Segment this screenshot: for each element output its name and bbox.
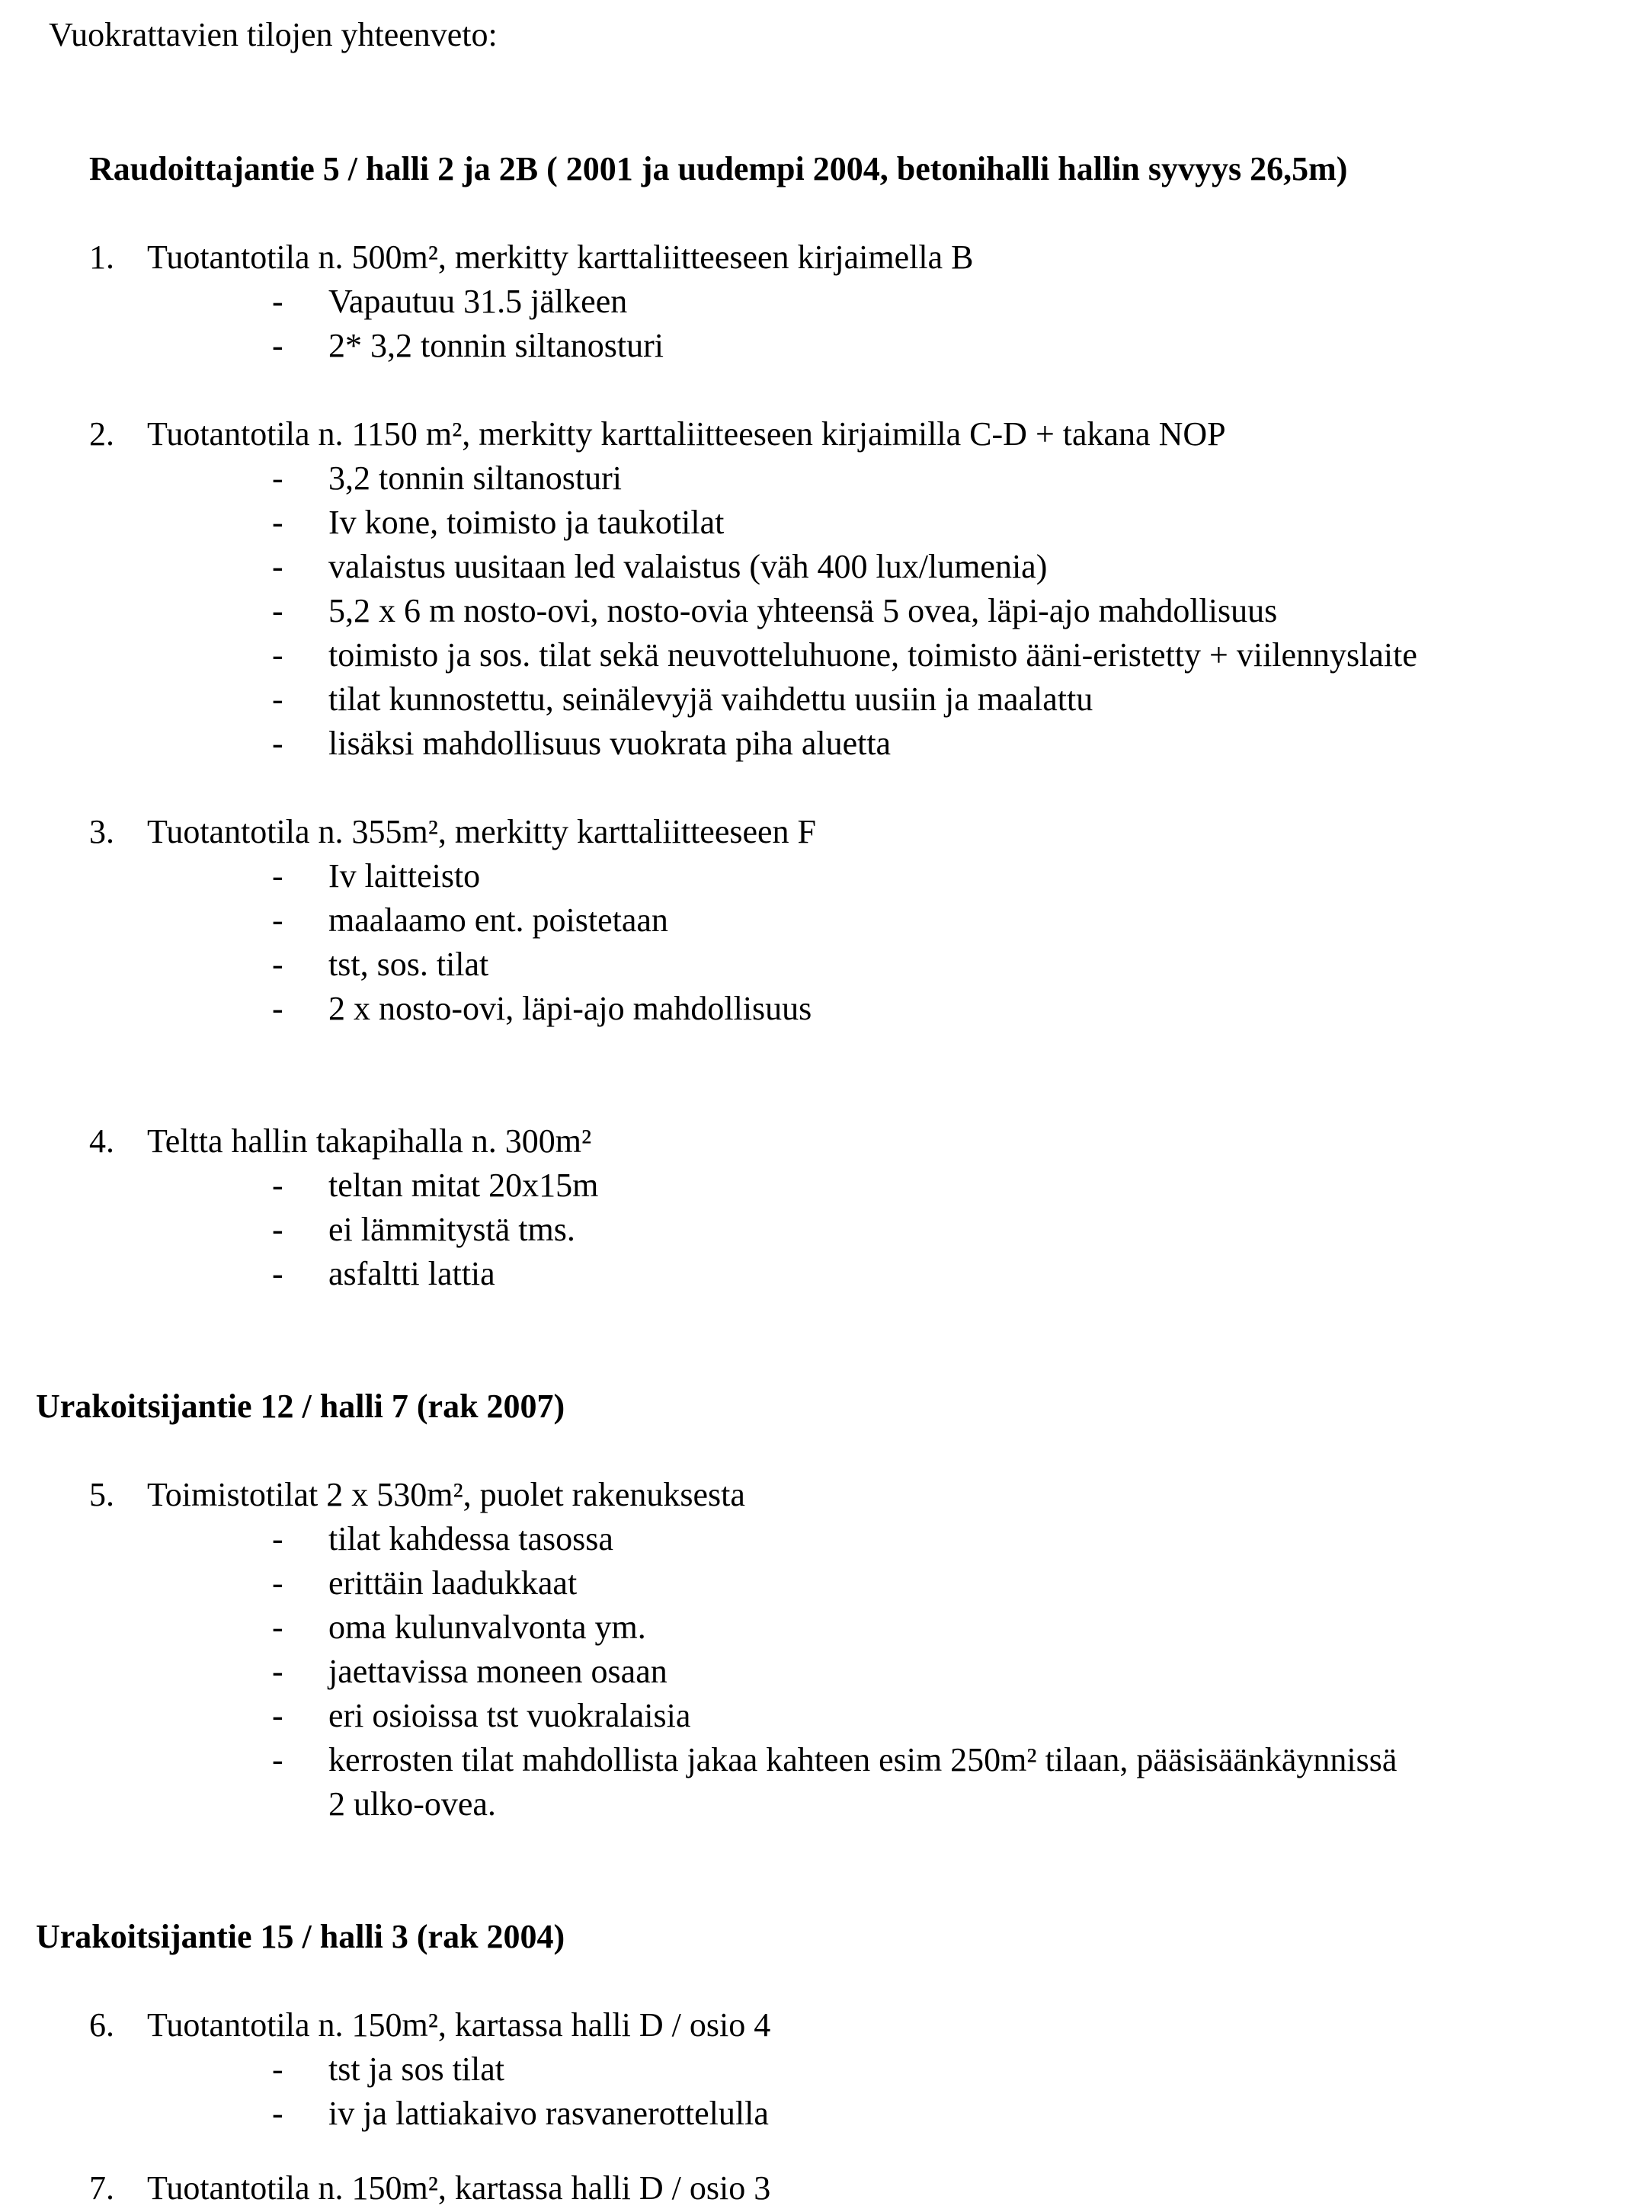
- bullet-text: Iv laitteisto: [328, 857, 481, 895]
- bullet-dash: -: [272, 901, 283, 939]
- bullet-dash: -: [272, 680, 283, 718]
- bullet-dash: -: [272, 1741, 283, 1778]
- bullet-text: maalaamo ent. poistetaan: [328, 901, 668, 939]
- bullet-text: valaistus uusitaan led valaistus (väh 400 lux/lumenia): [328, 548, 1048, 585]
- section-heading: Urakoitsijantie 15 / halli 3 (rak 2004): [36, 1918, 565, 1955]
- bullet-text: tst, sos. tilat: [328, 946, 489, 983]
- bullet-continuation-text: 2 ulko-ovea.: [328, 1785, 496, 1823]
- item-number: 1.: [89, 238, 114, 276]
- bullet-text: toimisto ja sos. tilat sekä neuvotteluhuone, toimisto ääni-eristetty + viilennyslaite: [328, 636, 1417, 674]
- bullet-dash: -: [272, 2095, 283, 2132]
- item-number: 2.: [89, 415, 114, 453]
- bullet-dash: -: [272, 1609, 283, 1646]
- item-text: Tuotantotila n. 150m², kartassa halli D / osio 4: [147, 2006, 771, 2044]
- item-text: Tuotantotila n. 150m², kartassa halli D / osio 3: [147, 2169, 771, 2207]
- bullet-text: oma kulunvalvonta ym.: [328, 1609, 646, 1646]
- bullet-text: Vapautuu 31.5 jälkeen: [328, 283, 628, 320]
- bullet-dash: -: [272, 1520, 283, 1557]
- bullet-dash: -: [272, 990, 283, 1027]
- bullet-text: jaettavissa moneen osaan: [328, 1653, 668, 1690]
- bullet-dash: -: [272, 2050, 283, 2088]
- document-title: Vuokrattavien tilojen yhteenveto:: [49, 16, 498, 53]
- bullet-dash: -: [272, 1211, 283, 1248]
- bullet-dash: -: [272, 592, 283, 629]
- item-number: 5.: [89, 1476, 114, 1513]
- bullet-text: 2* 3,2 tonnin siltanosturi: [328, 327, 664, 364]
- bullet-text: asfaltti lattia: [328, 1255, 495, 1292]
- bullet-dash: -: [272, 1564, 283, 1602]
- bullet-text: teltan mitat 20x15m: [328, 1167, 599, 1204]
- bullet-text: lisäksi mahdollisuus vuokrata piha aluetta: [328, 725, 892, 762]
- bullet-text: ei lämmitystä tms.: [328, 1211, 575, 1248]
- bullet-text: tilat kahdessa tasossa: [328, 1520, 613, 1557]
- bullet-text: kerrosten tilat mahdollista jakaa kahteen esim 250m² tilaan, pääsisäänkäynnissä: [328, 1741, 1397, 1778]
- bullet-text: erittäin laadukkaat: [328, 1564, 578, 1602]
- item-number: 6.: [89, 2006, 114, 2044]
- bullet-text: tst ja sos tilat: [328, 2050, 504, 2088]
- bullet-dash: -: [272, 327, 283, 364]
- bullet-dash: -: [272, 636, 283, 674]
- bullet-dash: -: [272, 504, 283, 541]
- bullet-dash: -: [272, 548, 283, 585]
- bullet-dash: -: [272, 857, 283, 895]
- bullet-dash: -: [272, 1167, 283, 1204]
- item-number: 7.: [89, 2169, 114, 2207]
- item-number: 4.: [89, 1122, 114, 1160]
- bullet-text: tilat kunnostettu, seinälevyjä vaihdettu uusiin ja maalattu: [328, 680, 1093, 718]
- item-number: 3.: [89, 813, 114, 850]
- bullet-dash: -: [272, 1653, 283, 1690]
- item-text: Tuotantotila n. 500m², merkitty karttaliitteeseen kirjaimella B: [147, 238, 974, 276]
- bullet-dash: -: [272, 1255, 283, 1292]
- item-text: Teltta hallin takapihalla n. 300m²: [147, 1122, 592, 1160]
- item-text: Toimistotilat 2 x 530m², puolet rakenuksesta: [147, 1476, 745, 1513]
- bullet-text: 5,2 x 6 m nosto-ovi, nosto-ovia yhteensä 5 ovea, läpi-ajo mahdollisuus: [328, 592, 1278, 629]
- bullet-text: iv ja lattiakaivo rasvanerottelulla: [328, 2095, 769, 2132]
- bullet-text: 2 x nosto-ovi, läpi-ajo mahdollisuus: [328, 990, 812, 1027]
- bullet-dash: -: [272, 946, 283, 983]
- bullet-text: 3,2 tonnin siltanosturi: [328, 459, 622, 497]
- item-text: Tuotantotila n. 1150 m², merkitty karttaliitteeseen kirjaimilla C-D + takana NOP: [147, 415, 1226, 453]
- bullet-text: Iv kone, toimisto ja taukotilat: [328, 504, 725, 541]
- section-heading: Urakoitsijantie 12 / halli 7 (rak 2007): [36, 1388, 565, 1425]
- bullet-dash: -: [272, 725, 283, 762]
- bullet-dash: -: [272, 1697, 283, 1734]
- bullet-text: eri osioissa tst vuokralaisia: [328, 1697, 691, 1734]
- bullet-dash: -: [272, 283, 283, 320]
- bullet-dash: -: [272, 459, 283, 497]
- section-heading: Raudoittajantie 5 / halli 2 ja 2B ( 2001 ja uudempi 2004, betonihalli hallin syvyys 26,5m): [89, 150, 1348, 187]
- item-text: Tuotantotila n. 355m², merkitty karttaliitteeseen F: [147, 813, 817, 850]
